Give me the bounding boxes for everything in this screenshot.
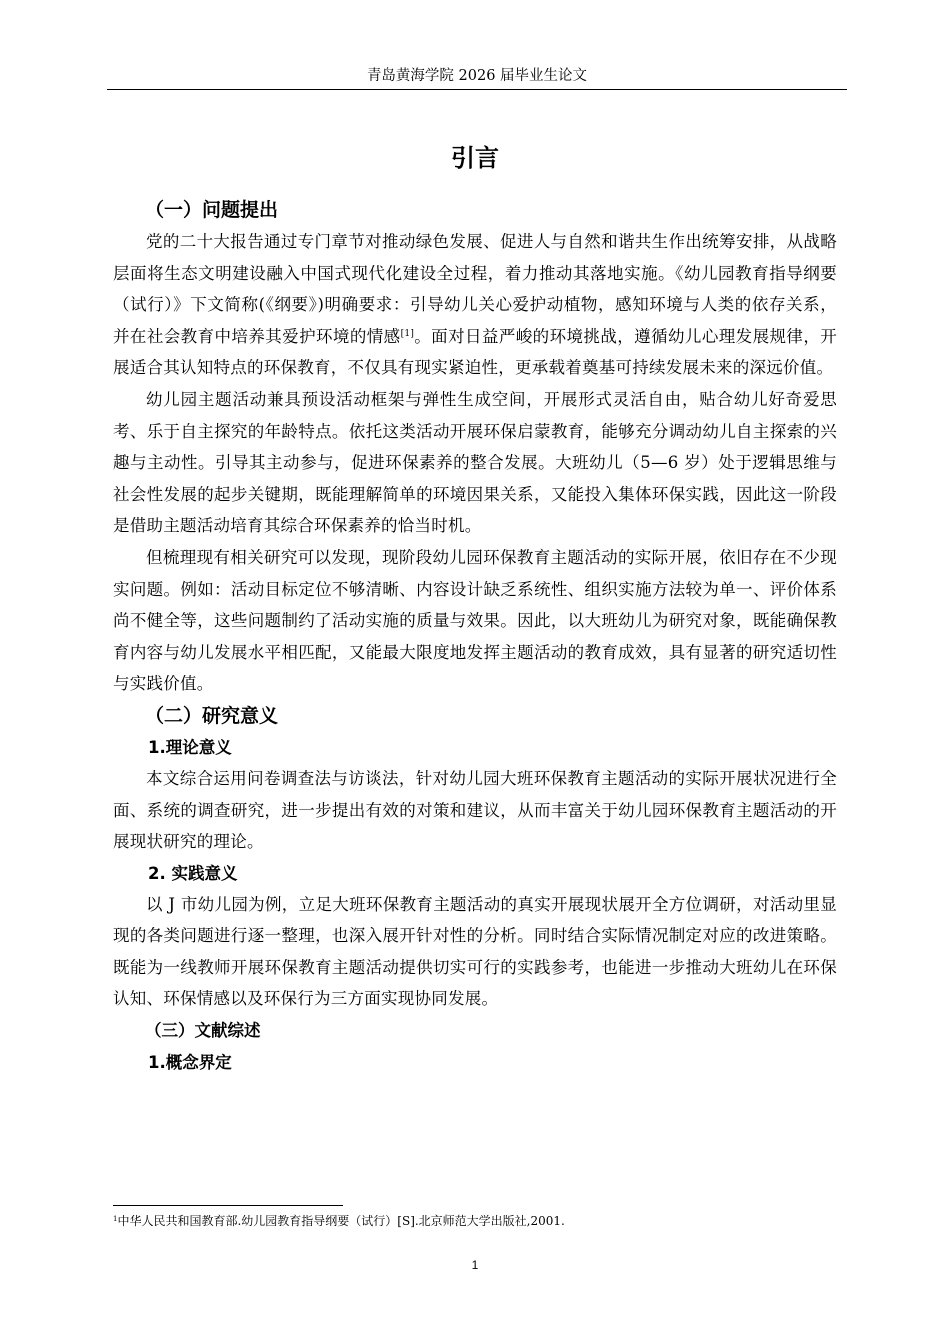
paragraph-practice: 以 J 市幼儿园为例，立足大班环保教育主题活动的真实开展现状展开全方位调研，对活动里显现的各类问题进行逐一整理，也深入展开针对性的分析。同时结合实际情况制定对应的改进策略。既能为一线教师开展环保教育主题活动提供切实可行的实践参考，也能进一步推动大班幼儿在环保认知、环保情感以及环保行为三方面实现协同发展。 [113, 894, 837, 1009]
body-content [113, 138, 837, 1078]
subheading-concept: 1.概念界定 [148, 1053, 232, 1073]
subheading-practice: 2. 实践意义 [148, 863, 238, 883]
paragraph-3: 但梳理现有相关研究可以发现，现阶段幼儿园环保教育主题活动的实际开展，依旧存在不少现实问题。例如：活动目标定位不够清晰、内容设计缺乏系统性、组织实施方法较为单一、评价体系尚不健全等，这些问题制约了活动实施的质量与效果。因此，以大班幼儿为研究对象，既能确保教育内容与幼儿发展水平相匹配，又能最大限度地发挥主题活动的教育成效，具有显著的研究适切性与实践价值。 [113, 547, 837, 694]
footnote-mark: 1 [113, 1215, 118, 1223]
paragraph-1 [113, 226, 837, 384]
section-heading-significance: （二）研究意义 [145, 704, 279, 727]
section-heading-problem: （一）问题提出 [145, 199, 279, 221]
paragraph-1-text-b: 。面对日益严峻的环境挑战，遵循幼儿心理发展规律，开展适合其认知特点的环保教育，不仅具有现实紧迫性，更承载着奠基可持续发展未来的深远价值。 [113, 326, 838, 378]
footnote-rule [113, 1205, 343, 1206]
paragraph-1-text-a: 党的二十大报告通过专门章节对推动绿色发展、促进人与自然和谐共生作出统筹安排，从战略层面将生态文明建设融入中国式现代化建设全过程，着力推动其落地实施。《幼儿园教育指导纲要（试行）》下文简称(《纲要》)明确要求：引导幼儿关心爱护动植物，感知环境与人类的依存关系，并在社会教育中培养其爱护环境的情感 [113, 232, 837, 346]
header-rule [107, 89, 847, 90]
section-heading-review: （三）文献综述 [145, 1021, 261, 1041]
footnote [113, 1212, 837, 1230]
paragraph-2: 幼儿园主题活动兼具预设活动框架与弹性生成空间，开展形式灵活自由，贴合幼儿好奇爱思考、乐于自主探究的年龄特点。依托这类活动开展环保启蒙教育，能够充分调动幼儿自主探索的兴趣与主动性。引导其主动参与，促进环保素养的整合发展。大班幼儿（5—6 岁）处于逻辑思维与社会性发展的起步关键期，既能理解简单的环境因果关系，又能投入集体环保实践，因此这一阶段是借助主题活动培育其综合环保素养的恰当时机。 [113, 389, 837, 536]
footnote-text: 中华人民共和国教育部.幼儿园教育指导纲要（试行）[S].北京师范大学出版社,2001. [117, 1214, 565, 1228]
subheading-theory: 1.理论意义 [148, 737, 232, 757]
page-number: 1 [471, 1258, 479, 1272]
chapter-title: 引言 [451, 144, 499, 172]
running-header: 青岛黄海学院 2026 届毕业生论文 [366, 68, 588, 84]
paragraph-theory: 本文综合运用问卷调查法与访谈法，针对幼儿园大班环保教育主题活动的实际开展状况进行全面、系统的调查研究，进一步提出有效的对策和建议，从而丰富关于幼儿园环保教育主题活动的开展现状研究的理论。 [113, 768, 837, 852]
citation-ref-1: [1] [400, 328, 415, 339]
